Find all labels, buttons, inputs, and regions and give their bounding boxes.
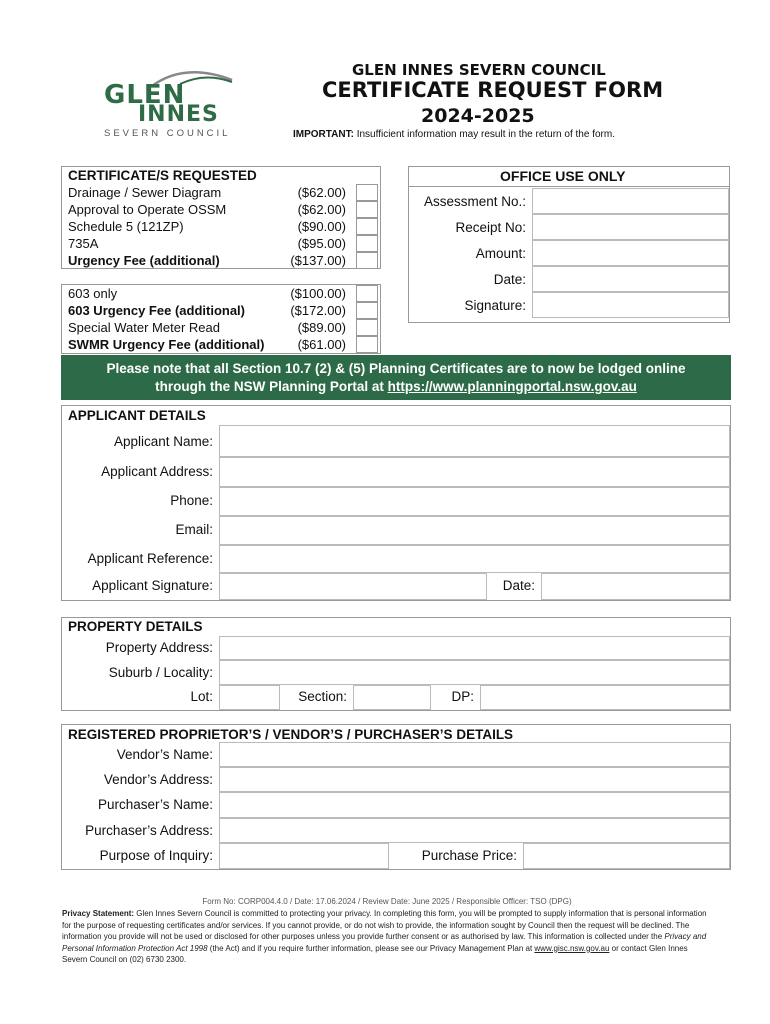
section-field[interactable]	[353, 685, 431, 710]
banner-line-1: Please note that all Section 10.7 (2) & (5) Planning Certificates are to now be lodged online	[106, 361, 686, 376]
privacy-label: Privacy Statement:	[62, 909, 135, 918]
logo-innes: INNES	[138, 102, 219, 127]
certificate-price: ($95.00)	[297, 236, 346, 251]
office-field-label: Date:	[493, 272, 526, 287]
purpose-label: Purpose of Inquiry:	[99, 848, 213, 863]
office-use-heading: OFFICE USE ONLY	[500, 168, 626, 184]
applicant-name-field[interactable]	[219, 425, 730, 457]
dp-label: DP:	[451, 689, 474, 704]
certificate-price: ($89.00)	[297, 320, 346, 335]
vendor-name-label: Vendor’s Name:	[116, 747, 213, 762]
planning-portal-link[interactable]: https://www.planningportal.nsw.gov.au	[387, 379, 637, 394]
suburb-field[interactable]	[219, 660, 730, 685]
section-label: Section:	[298, 689, 347, 704]
privacy-statement	[62, 908, 712, 966]
certificate-label: Special Water Meter Read	[68, 320, 220, 335]
certificate-label: 735A	[68, 236, 99, 251]
office-field-input[interactable]	[532, 188, 729, 214]
certificate-checkbox[interactable]	[356, 184, 378, 201]
property-address-label: Property Address:	[105, 640, 213, 655]
vendor-name-field[interactable]	[219, 742, 730, 767]
office-field-label: Receipt No:	[455, 220, 526, 235]
applicant-signature-field[interactable]	[219, 573, 487, 600]
office-field-label: Assessment No.:	[423, 194, 526, 209]
certificate-price: ($62.00)	[297, 202, 346, 217]
certificate-label: SWMR Urgency Fee (additional)	[68, 337, 265, 352]
banner-line-2-prefix: through the NSW Planning Portal at	[155, 379, 388, 394]
certificates-heading: CERTIFICATE/S REQUESTED	[68, 168, 257, 183]
privacy-act: Privacy and Personal Information Protection Act 1998	[62, 932, 707, 953]
certificate-label: Urgency Fee (additional)	[68, 253, 220, 268]
privacy-website-link[interactable]: www.gisc.nsw.gov.au	[534, 943, 610, 953]
applicant-reference-label: Applicant Reference:	[87, 551, 213, 566]
vendor-address-field[interactable]	[219, 767, 730, 792]
office-field-label: Signature:	[464, 298, 526, 313]
property-address-field[interactable]	[219, 636, 730, 660]
banner-line-2	[61, 378, 731, 396]
logo-subtitle: SEVERN COUNCIL	[104, 128, 231, 139]
certificate-checkbox[interactable]	[356, 235, 378, 252]
applicant-heading: APPLICANT DETAILS	[68, 408, 206, 423]
office-field-label: Amount:	[475, 246, 526, 261]
office-field-input[interactable]	[532, 266, 729, 292]
applicant-reference-field[interactable]	[219, 545, 730, 573]
certificate-checkbox[interactable]	[356, 302, 378, 319]
certificate-label: Schedule 5 (121ZP)	[68, 219, 184, 234]
email-label: Email:	[175, 522, 213, 537]
form-year: 2024-2025	[421, 105, 535, 127]
certificate-checkbox[interactable]	[356, 336, 378, 353]
purchaser-name-label: Purchaser’s Name:	[97, 797, 213, 812]
important-text: Insufficient information may result in the return of the form.	[353, 129, 615, 140]
applicant-name-label: Applicant Name:	[113, 434, 213, 449]
page-title: CERTIFICATE REQUEST FORM	[322, 78, 664, 102]
planning-portal-banner	[61, 355, 731, 400]
dp-field[interactable]	[480, 685, 730, 710]
office-field-input[interactable]	[532, 240, 729, 266]
proprietor-heading: REGISTERED PROPRIETOR’S / VENDOR’S / PURCHASER’S DETAILS	[68, 727, 514, 742]
certificate-label: 603 only	[68, 286, 118, 301]
certificate-price: ($62.00)	[297, 185, 346, 200]
privacy-text-3: or contact Glen Innes Severn Council on (02) 6730 2300.	[62, 943, 688, 964]
certificate-price: ($137.00)	[290, 253, 346, 268]
council-name: GLEN INNES SEVERN COUNCIL	[352, 61, 606, 79]
office-use-divider	[408, 186, 730, 187]
lot-label: Lot:	[190, 689, 213, 704]
applicant-signature-label: Applicant Signature:	[92, 578, 213, 593]
privacy-text-2: (the Act) and if you require further information, please see our Privacy Management Plan at	[207, 943, 535, 953]
form-number: Form No: CORP004.4.0 / Date: 17.06.2024 / Review Date: June 2025 / Responsible Officer: TSO (DPG)	[202, 897, 572, 906]
certificate-checkbox[interactable]	[356, 252, 378, 269]
certificate-price: ($100.00)	[290, 286, 346, 301]
property-heading: PROPERTY DETAILS	[68, 619, 203, 634]
certificate-checkbox[interactable]	[356, 319, 378, 336]
purchaser-address-label: Purchaser’s Address:	[85, 823, 213, 838]
important-notice	[293, 129, 615, 140]
certificate-price: ($90.00)	[297, 219, 346, 234]
suburb-label: Suburb / Locality:	[108, 665, 213, 680]
office-field-input[interactable]	[532, 214, 729, 240]
applicant-address-label: Applicant Address:	[101, 464, 213, 479]
phone-field[interactable]	[219, 487, 730, 516]
certificate-label: Approval to Operate OSSM	[68, 202, 227, 217]
certificate-checkbox[interactable]	[356, 201, 378, 218]
certificate-price: ($172.00)	[290, 303, 346, 318]
email-field[interactable]	[219, 516, 730, 545]
purpose-field[interactable]	[219, 843, 389, 869]
certificate-label: Drainage / Sewer Diagram	[68, 185, 222, 200]
certificate-checkbox[interactable]	[356, 218, 378, 235]
lot-field[interactable]	[219, 685, 280, 710]
phone-label: Phone:	[170, 493, 213, 508]
purchase-price-field[interactable]	[523, 843, 730, 869]
applicant-date-field[interactable]	[541, 573, 730, 600]
purchase-price-label: Purchase Price:	[421, 848, 517, 863]
certificate-label: 603 Urgency Fee (additional)	[68, 303, 245, 318]
vendor-address-label: Vendor’s Address:	[103, 772, 213, 787]
office-field-input[interactable]	[532, 292, 729, 318]
certificate-price: ($61.00)	[297, 337, 346, 352]
purchaser-name-field[interactable]	[219, 792, 730, 818]
logo-glen: GLEN	[104, 80, 186, 110]
important-label: IMPORTANT:	[293, 129, 354, 140]
certificate-checkbox[interactable]	[356, 285, 378, 302]
privacy-text: Glen Innes Severn Council is committed to protecting your privacy. In completing this form, you will be prompted to supply information that is personal information for the purpose of requesting certificates and/or services. If you cannot provide, or do not wish to provide, the information sought by Council then the request will be declined. The information you provide will not be used or disclosed for other purposes unless you provide further consent or as authorised by law. This information is collected under the	[62, 909, 707, 941]
applicant-address-field[interactable]	[219, 457, 730, 487]
purchaser-address-field[interactable]	[219, 818, 730, 843]
applicant-date-label: Date:	[502, 578, 535, 593]
